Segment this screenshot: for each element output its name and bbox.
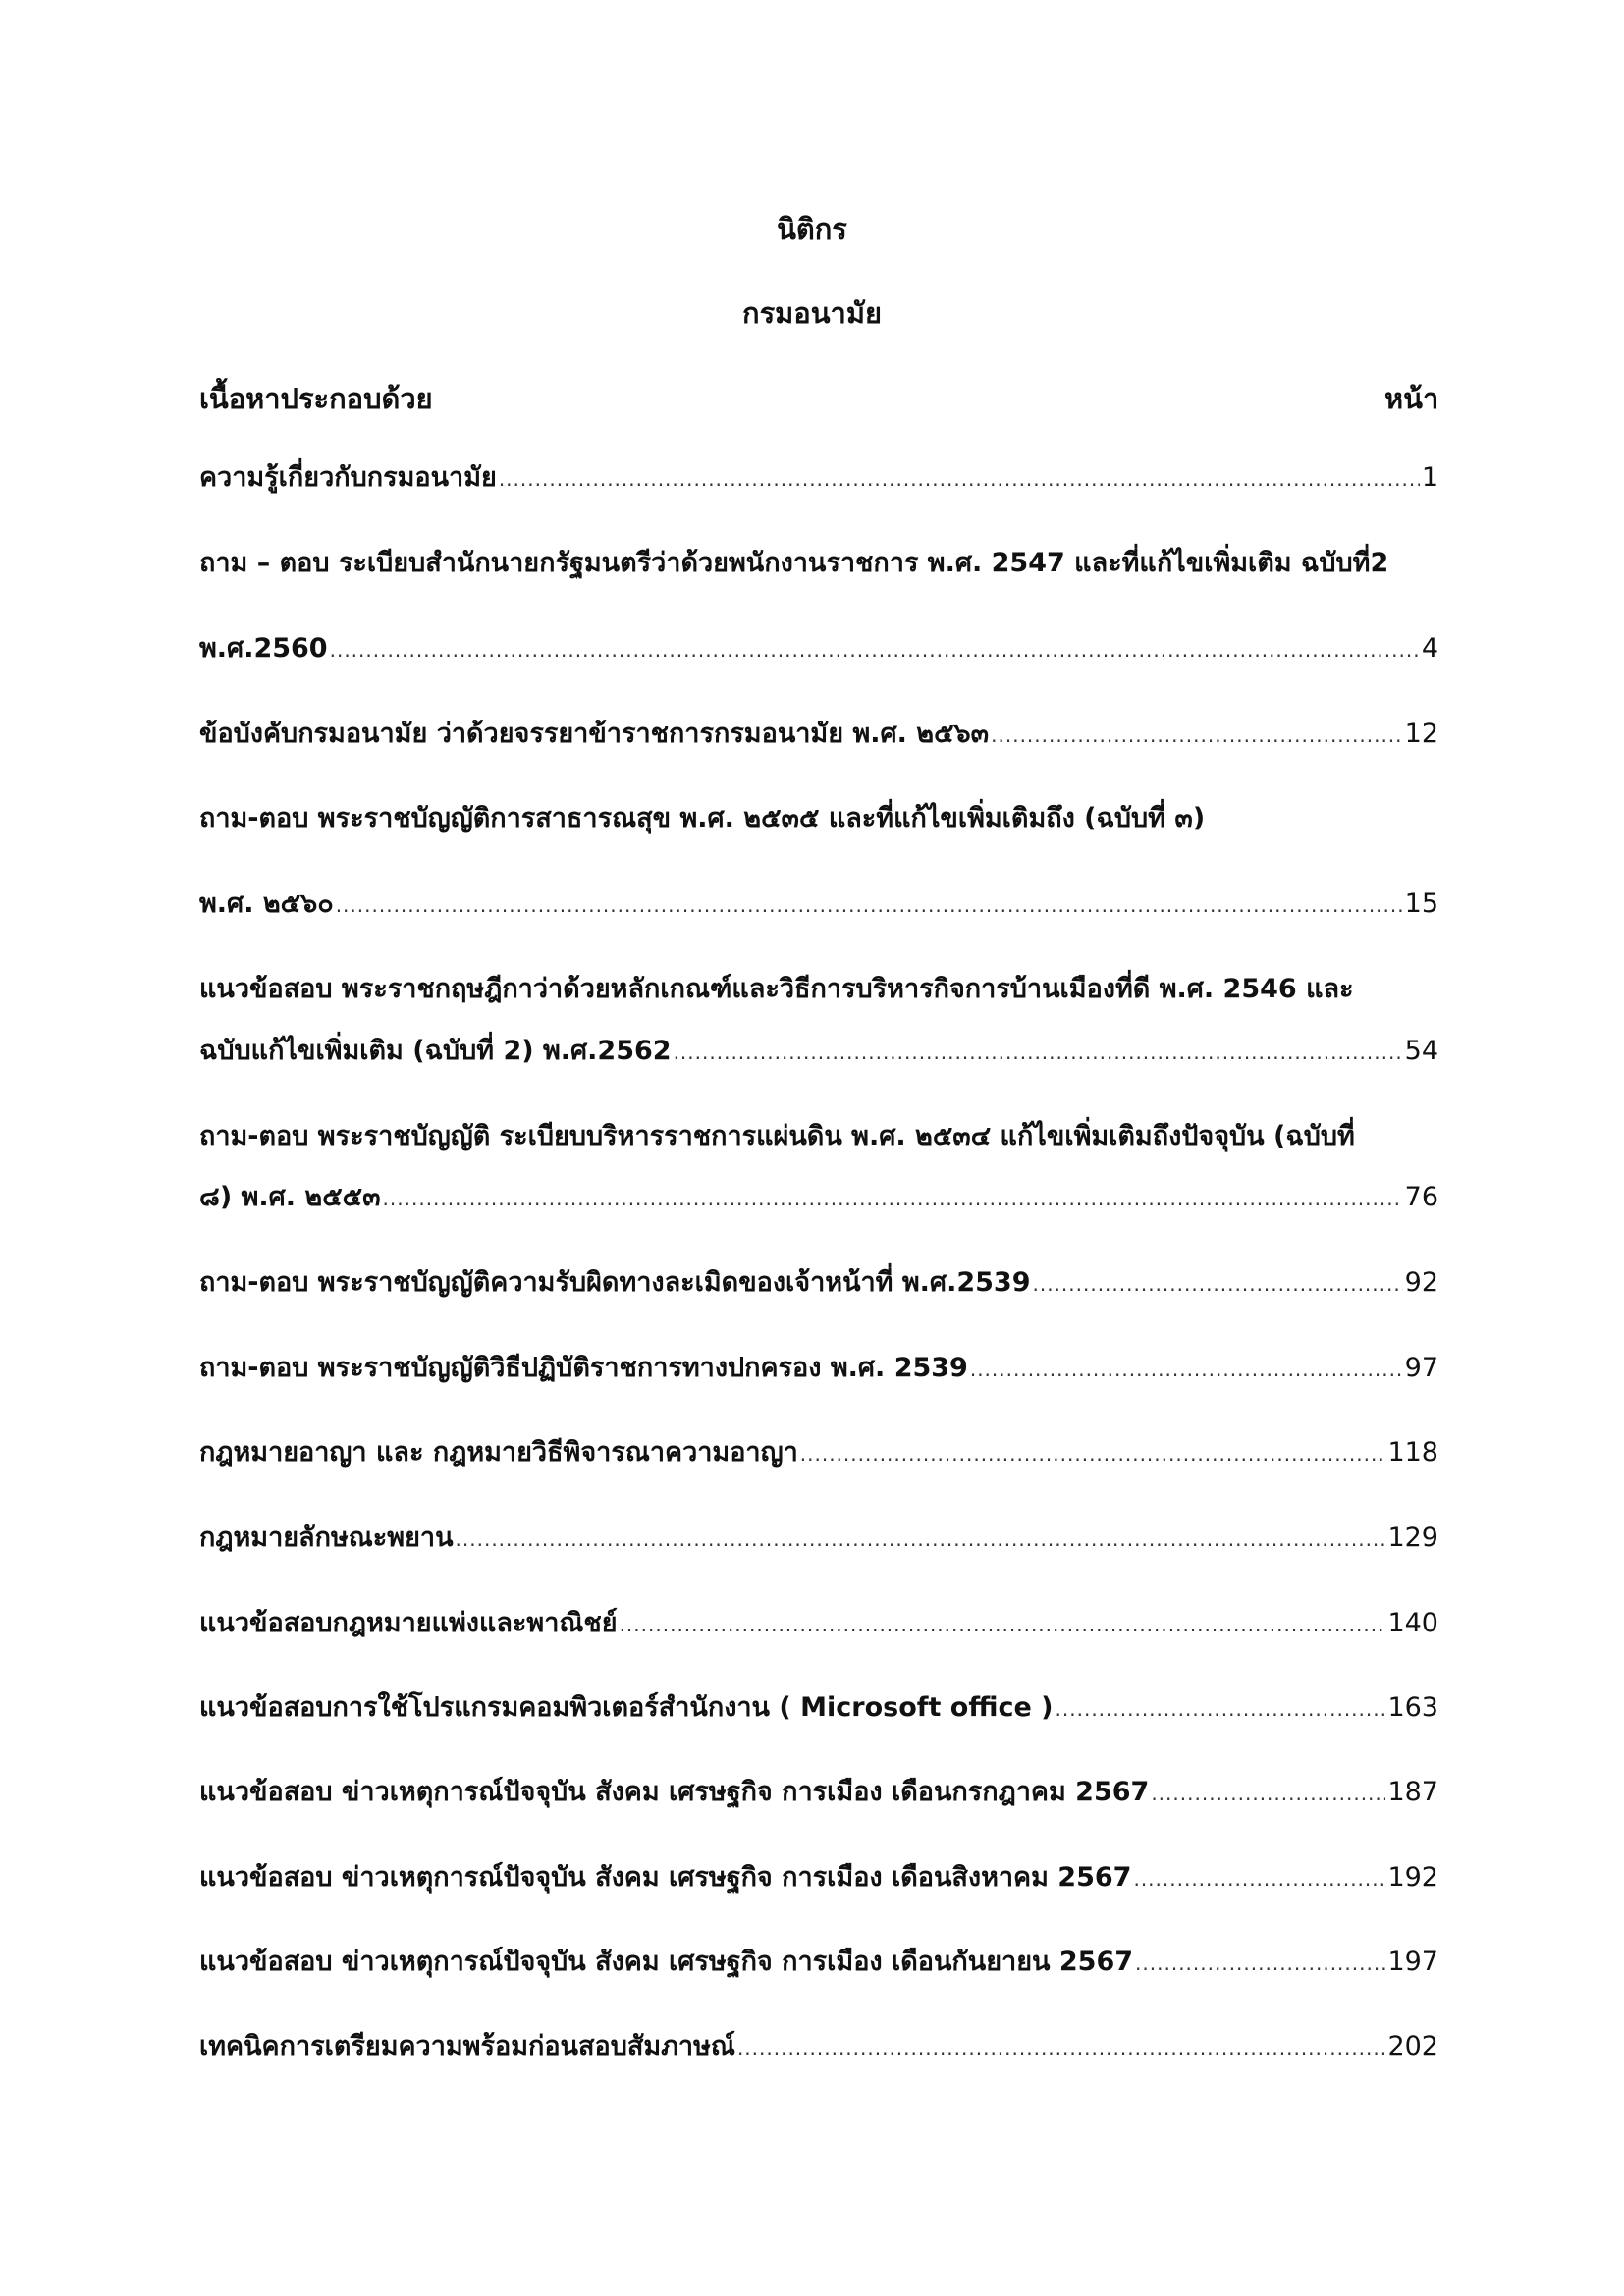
toc-entry-page: 1	[1421, 462, 1438, 493]
toc-entry-title-line[interactable]: ถาม – ตอบ ระเบียบสำนักนายกรัฐมนตรีว่าด้วยพนักงานราชการ พ.ศ. 2547 และที่แก้ไขเพิ่มเติม ฉบับที่2	[199, 548, 1389, 578]
dot-leader	[1151, 1777, 1385, 1810]
toc-entry[interactable]	[199, 1861, 1438, 1896]
toc-entry-title: เทคนิคการเตรียมความพร้อมก่อนสอบสัมภาษณ์	[199, 2031, 735, 2061]
toc-entry[interactable]	[199, 1522, 1438, 1556]
dot-leader	[383, 1182, 1403, 1215]
toc-entry-page: 97	[1404, 1353, 1438, 1383]
dot-leader	[1133, 1862, 1385, 1896]
dot-leader	[991, 719, 1403, 752]
toc-entry-title: ถาม-ตอบ พระราชบัญญัติความรับผิดทางละเมิดของเจ้าหน้าที่ พ.ศ.2539	[199, 1267, 1031, 1298]
toc-entry-page: 187	[1387, 1777, 1438, 1807]
dot-leader	[336, 888, 1403, 922]
toc-entry-page: 197	[1387, 1947, 1438, 1977]
toc-entry-title: พ.ศ.2560	[199, 633, 328, 664]
toc-entry[interactable]	[199, 1691, 1438, 1726]
dot-leader	[330, 633, 1420, 667]
toc-entry-page: 163	[1387, 1692, 1438, 1723]
toc-entry-title: แนวข้อสอบการใช้โปรแกรมคอมพิวเตอร์สำนักงาน ( Microsoft office )	[199, 1692, 1054, 1723]
dot-leader	[737, 2031, 1386, 2064]
toc-entry[interactable]	[199, 1607, 1438, 1641]
toc-entry[interactable]	[199, 1946, 1438, 1980]
page-title: นิติกร	[777, 212, 847, 245]
dot-leader	[970, 1353, 1403, 1386]
dot-leader	[1032, 1267, 1402, 1301]
toc-entry[interactable]	[199, 1352, 1438, 1386]
toc-entry[interactable]	[199, 1035, 1438, 1069]
toc-entry-page: 118	[1387, 1437, 1438, 1468]
page-column-label: หน้า	[1384, 382, 1439, 415]
toc-entry-title: แนวข้อสอบ ข่าวเหตุการณ์ปัจจุบัน สังคม เศรษฐกิจ การเมือง เดือนสิงหาคม 2567	[199, 1862, 1132, 1893]
dot-leader	[1056, 1692, 1386, 1726]
toc-entry-title: แนวข้อสอบกฎหมายแพ่งและพาณิชย์	[199, 1608, 618, 1638]
dot-leader	[499, 462, 1420, 496]
toc-entry[interactable]	[199, 1181, 1438, 1215]
toc-entry-page: 140	[1387, 1608, 1438, 1638]
toc-entry-title-line[interactable]: ถาม-ตอบ พระราชบัญญัติ ระเบียบบริหารราชการแผ่นดิน พ.ศ. ๒๕๓๔ แก้ไขเพิ่มเติมถึงปัจจุบัน (ฉบับที่	[199, 1121, 1355, 1151]
toc-entry-title: ฉบับแก้ไขเพิ่มเติม (ฉบับที่ 2) พ.ศ.2562	[199, 1036, 672, 1066]
toc-entry[interactable]	[199, 2030, 1438, 2064]
toc-entry-page: 4	[1421, 633, 1438, 664]
toc-entry-title: กฎหมายอาญา และ กฎหมายวิธีพิจารณาความอาญา	[199, 1437, 798, 1468]
dot-leader	[620, 1608, 1386, 1641]
toc-entry-page: 92	[1404, 1267, 1438, 1298]
toc-entry-page: 76	[1404, 1182, 1438, 1212]
page-subtitle: กรมอนามัย	[742, 296, 882, 330]
toc-entry-page: 192	[1387, 1862, 1438, 1893]
dot-leader	[456, 1522, 1386, 1556]
dot-leader	[800, 1437, 1386, 1470]
toc-entry-title: แนวข้อสอบ ข่าวเหตุการณ์ปัจจุบัน สังคม เศรษฐกิจ การเมือง เดือนกันยายน 2567	[199, 1947, 1134, 1977]
toc-entry-page: 129	[1387, 1522, 1438, 1553]
toc-entry-title-line[interactable]: ถาม-ตอบ พระราชบัญญัติการสาธารณสุข พ.ศ. ๒๕๓๕ และที่แก้ไขเพิ่มเติมถึง (ฉบับที่ ๓)	[199, 803, 1206, 833]
toc-entry-page: 202	[1387, 2031, 1438, 2061]
toc-entry[interactable]	[199, 1776, 1438, 1810]
toc-entry-title: ถาม-ตอบ พระราชบัญญัติวิธีปฏิบัติราชการทางปกครอง พ.ศ. 2539	[199, 1353, 968, 1383]
toc-entry-title: พ.ศ. ๒๕๖๐	[199, 888, 334, 919]
toc-entry[interactable]	[199, 887, 1438, 922]
toc-entry[interactable]	[199, 461, 1438, 496]
toc-entry-title-line[interactable]: แนวข้อสอบ พระราชกฤษฎีกาว่าด้วยหลักเกณฑ์และวิธีการบริหารกิจการบ้านเมืองที่ดี พ.ศ. 2546 และ	[199, 974, 1354, 1004]
toc-entry-title: กฎหมายลักษณะพยาน	[199, 1522, 454, 1553]
toc-entry-title: แนวข้อสอบ ข่าวเหตุการณ์ปัจจุบัน สังคม เศรษฐกิจ การเมือง เดือนกรกฎาคม 2567	[199, 1777, 1150, 1807]
dot-leader	[1135, 1947, 1385, 1980]
dot-leader	[674, 1036, 1403, 1069]
toc-entry-page: 12	[1404, 719, 1438, 749]
toc-entry-page: 15	[1404, 888, 1438, 919]
toc-entry[interactable]	[199, 718, 1438, 752]
toc-entry[interactable]	[199, 1266, 1438, 1301]
toc-entry-title: ข้อบังคับกรมอนามัย ว่าด้วยจรรยาข้าราชการกรมอนามัย พ.ศ. ๒๕๖๓	[199, 719, 990, 749]
toc-entry[interactable]	[199, 632, 1438, 667]
contents-label: เนื้อหาประกอบด้วย	[199, 382, 433, 415]
toc-entry-page: 54	[1404, 1036, 1438, 1066]
toc-entry-title: ความรู้เกี่ยวกับกรมอนามัย	[199, 462, 497, 493]
toc-entry[interactable]	[199, 1436, 1438, 1470]
toc-entry-title: ๘) พ.ศ. ๒๕๕๓	[199, 1182, 381, 1212]
